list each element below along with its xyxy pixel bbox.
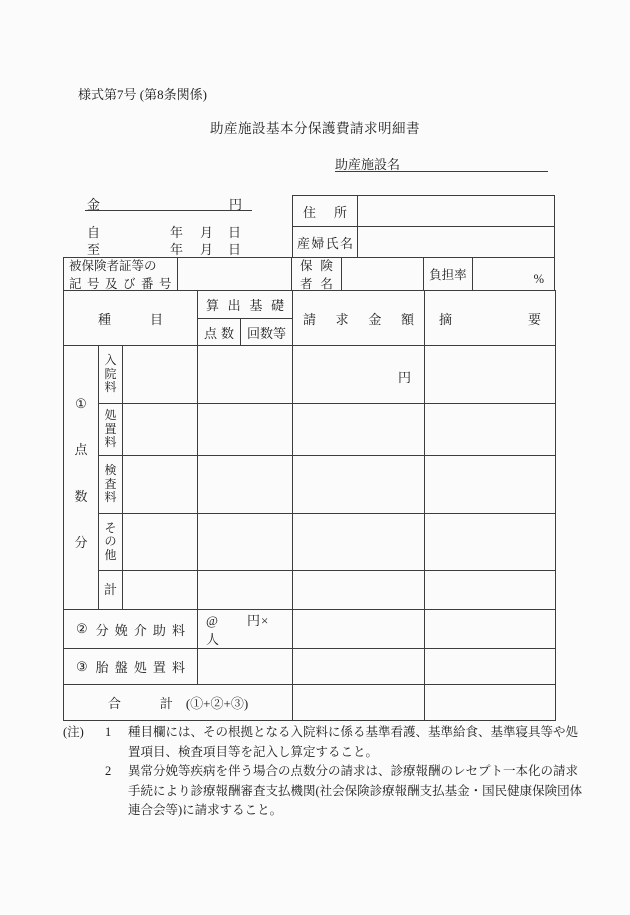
insured-card-value-cell bbox=[178, 258, 292, 290]
row-label-other: そ の 他 bbox=[99, 514, 123, 571]
insurer-name-label: 保 険 者 名 bbox=[292, 258, 342, 290]
yen-unit-label: 円 bbox=[398, 369, 412, 385]
amount-unit-label: 円 bbox=[228, 197, 242, 212]
remarks-cell-grand-total bbox=[425, 685, 556, 721]
item-detail-cell bbox=[123, 571, 198, 610]
calc-cell-subtotal bbox=[198, 571, 293, 610]
period-from-line bbox=[87, 222, 247, 238]
item-detail-cell bbox=[123, 404, 198, 456]
period-month-label: 月 bbox=[200, 225, 214, 240]
row-label-delivery-assist: ② 分 娩 介 助 料 bbox=[64, 610, 198, 649]
row-label-subtotal: 計 bbox=[99, 571, 123, 610]
claim-table bbox=[63, 290, 556, 721]
row-label-grand-total: 合 計 (①+②+③) bbox=[64, 685, 293, 721]
percent-sign: % bbox=[533, 272, 545, 286]
remarks-cell-treatment bbox=[425, 404, 556, 456]
burden-rate-label: 負担率 bbox=[424, 258, 474, 290]
claim-cell-other bbox=[293, 514, 425, 571]
calc-cell-treatment bbox=[198, 404, 293, 456]
calc-cell-other bbox=[198, 514, 293, 571]
header-item: 種 目 bbox=[64, 291, 198, 346]
period-to-line bbox=[87, 239, 247, 255]
row-label-placenta: ③ 胎 盤 処 置 料 bbox=[64, 649, 198, 685]
insured-card-label: 被保険者証等の 記 号 及 び 番 号 bbox=[64, 258, 178, 290]
claim-cell-inpatient bbox=[293, 346, 425, 404]
period-to-label: 至 bbox=[87, 242, 101, 257]
calc-cell-placenta bbox=[198, 649, 293, 685]
insurance-row bbox=[63, 257, 555, 290]
item-detail-cell bbox=[123, 456, 198, 514]
row-label-examination: 検 査 料 bbox=[99, 456, 123, 514]
note-line: 2 異常分娩等疾病を伴う場合の点数分の請求は、診療報酬のレセプト一本化の請求 bbox=[105, 764, 579, 778]
header-remarks: 摘 要 bbox=[425, 291, 556, 346]
page-title: 助産施設基本分保護費請求明細書 bbox=[210, 121, 420, 136]
period-year-label: 年 bbox=[170, 242, 184, 257]
mother-name-label: 産 婦 氏 名 bbox=[293, 227, 358, 258]
header-points: 点 数 bbox=[198, 319, 241, 346]
remarks-cell-delivery bbox=[425, 610, 556, 649]
period-day-label: 日 bbox=[228, 242, 242, 257]
form-number: 様式第7号 (第8条関係) bbox=[78, 87, 207, 102]
calc-cell-examination bbox=[198, 456, 293, 514]
remarks-cell-inpatient bbox=[425, 346, 556, 404]
amount-prefix-label: 金 bbox=[87, 197, 101, 212]
notes-section bbox=[63, 723, 623, 821]
address-label: 住 所 bbox=[293, 196, 358, 226]
claim-cell-delivery bbox=[293, 610, 425, 649]
item-detail-cell bbox=[123, 346, 198, 404]
mother-name-value-cell bbox=[358, 227, 554, 258]
remarks-cell-placenta bbox=[425, 649, 556, 685]
note-line: 手続により診療報酬審査支払機関(社会保険診療報酬支払基金・国民健康保険団体 bbox=[128, 783, 583, 798]
period-month-label: 月 bbox=[200, 242, 214, 257]
row-label-inpatient: 入 院 料 bbox=[99, 346, 123, 404]
address-value-cell bbox=[358, 196, 554, 226]
patient-box bbox=[292, 195, 555, 257]
claim-cell-examination bbox=[293, 456, 425, 514]
burden-rate-value-cell bbox=[473, 258, 554, 290]
period-year-label: 年 bbox=[170, 225, 184, 240]
remarks-cell-other bbox=[425, 514, 556, 571]
calc-cell-delivery: @ 円× 人 bbox=[198, 610, 293, 649]
facility-name-label: 助産施設名 bbox=[335, 157, 401, 172]
note-line: (注) 1 種目欄には、その根拠となる入院料に係る基準看護、基準給食、基準寝具等や処 bbox=[63, 725, 579, 739]
amount-line bbox=[85, 194, 252, 211]
claim-cell-grand-total bbox=[293, 685, 425, 721]
claim-cell-placenta bbox=[293, 649, 425, 685]
group-points-label: ① 点 数 分 bbox=[64, 346, 99, 610]
address-row bbox=[293, 196, 554, 227]
period-day-label: 日 bbox=[228, 225, 242, 240]
header-calc-basis: 算 出 基 礎 bbox=[198, 291, 293, 319]
row-label-treatment: 処 置 料 bbox=[99, 404, 123, 456]
period-from-label: 自 bbox=[87, 225, 101, 240]
calc-cell-inpatient bbox=[198, 346, 293, 404]
item-detail-cell bbox=[123, 514, 198, 571]
header-claim-amount: 請 求 金 額 bbox=[293, 291, 425, 346]
note-line: 置項目、検査項目等を記入し算定すること。 bbox=[128, 744, 379, 759]
mother-name-row bbox=[293, 227, 554, 258]
remarks-cell-examination bbox=[425, 456, 556, 514]
claim-cell-subtotal bbox=[293, 571, 425, 610]
facility-name-line bbox=[335, 154, 548, 172]
note-line: 連合会等)に請求すること。 bbox=[128, 803, 283, 817]
insurer-name-value-cell bbox=[342, 258, 424, 290]
remarks-cell-subtotal bbox=[425, 571, 556, 610]
header-times: 回数等 bbox=[241, 319, 293, 346]
claim-cell-treatment bbox=[293, 404, 425, 456]
